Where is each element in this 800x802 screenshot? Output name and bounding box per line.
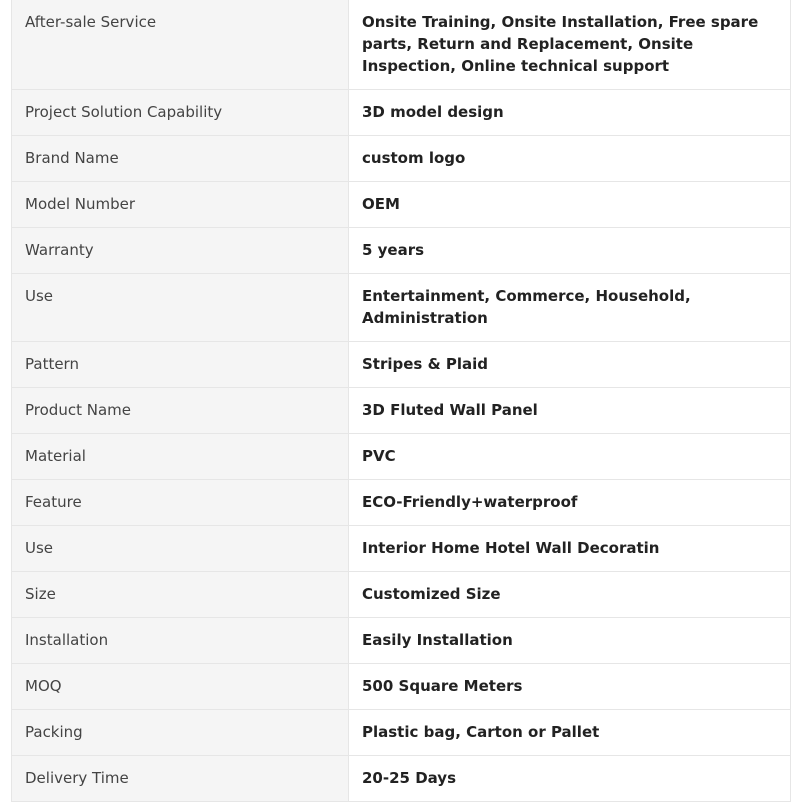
specifications-table-body (12, 0, 791, 802)
spec-value: 3D model design (349, 90, 791, 136)
spec-value: Customized Size (349, 572, 791, 618)
spec-value: Onsite Training, Onsite Installation, Free spare parts, Return and Replacement, Onsite Inspection, Online technical support (349, 0, 791, 90)
spec-label: Feature (12, 480, 349, 526)
spec-value: 20-25 Days (349, 756, 791, 802)
spec-value: 3D Fluted Wall Panel (349, 388, 791, 434)
spec-row-feature (12, 480, 791, 526)
spec-row-installation (12, 618, 791, 664)
spec-value: 5 years (349, 228, 791, 274)
spec-row-delivery-time (12, 756, 791, 802)
specifications-table (11, 0, 791, 802)
spec-row-model-number (12, 182, 791, 228)
spec-label: Warranty (12, 228, 349, 274)
spec-label: Product Name (12, 388, 349, 434)
spec-label: Use (12, 274, 349, 342)
spec-value: Easily Installation (349, 618, 791, 664)
spec-value: OEM (349, 182, 791, 228)
spec-row-use-interior (12, 526, 791, 572)
spec-label: Installation (12, 618, 349, 664)
spec-label: Pattern (12, 342, 349, 388)
spec-value: PVC (349, 434, 791, 480)
spec-value: Interior Home Hotel Wall Decoratin (349, 526, 791, 572)
spec-row-project-solution-capability (12, 90, 791, 136)
spec-label: Brand Name (12, 136, 349, 182)
spec-row-product-name (12, 388, 791, 434)
spec-value: custom logo (349, 136, 791, 182)
spec-label: Model Number (12, 182, 349, 228)
spec-row-after-sale-service (12, 0, 791, 90)
spec-label: Project Solution Capability (12, 90, 349, 136)
spec-label: Packing (12, 710, 349, 756)
spec-label: Size (12, 572, 349, 618)
spec-label: Material (12, 434, 349, 480)
spec-value: 500 Square Meters (349, 664, 791, 710)
spec-row-warranty (12, 228, 791, 274)
spec-label: Use (12, 526, 349, 572)
spec-label: Delivery Time (12, 756, 349, 802)
spec-row-use (12, 274, 791, 342)
spec-row-brand-name (12, 136, 791, 182)
spec-label: MOQ (12, 664, 349, 710)
spec-row-size (12, 572, 791, 618)
spec-value: Stripes & Plaid (349, 342, 791, 388)
spec-row-moq (12, 664, 791, 710)
spec-label: After-sale Service (12, 0, 349, 90)
spec-value: Entertainment, Commerce, Household, Administration (349, 274, 791, 342)
spec-row-material (12, 434, 791, 480)
spec-value: ECO-Friendly+waterproof (349, 480, 791, 526)
spec-row-pattern (12, 342, 791, 388)
spec-value: Plastic bag, Carton or Pallet (349, 710, 791, 756)
spec-row-packing (12, 710, 791, 756)
